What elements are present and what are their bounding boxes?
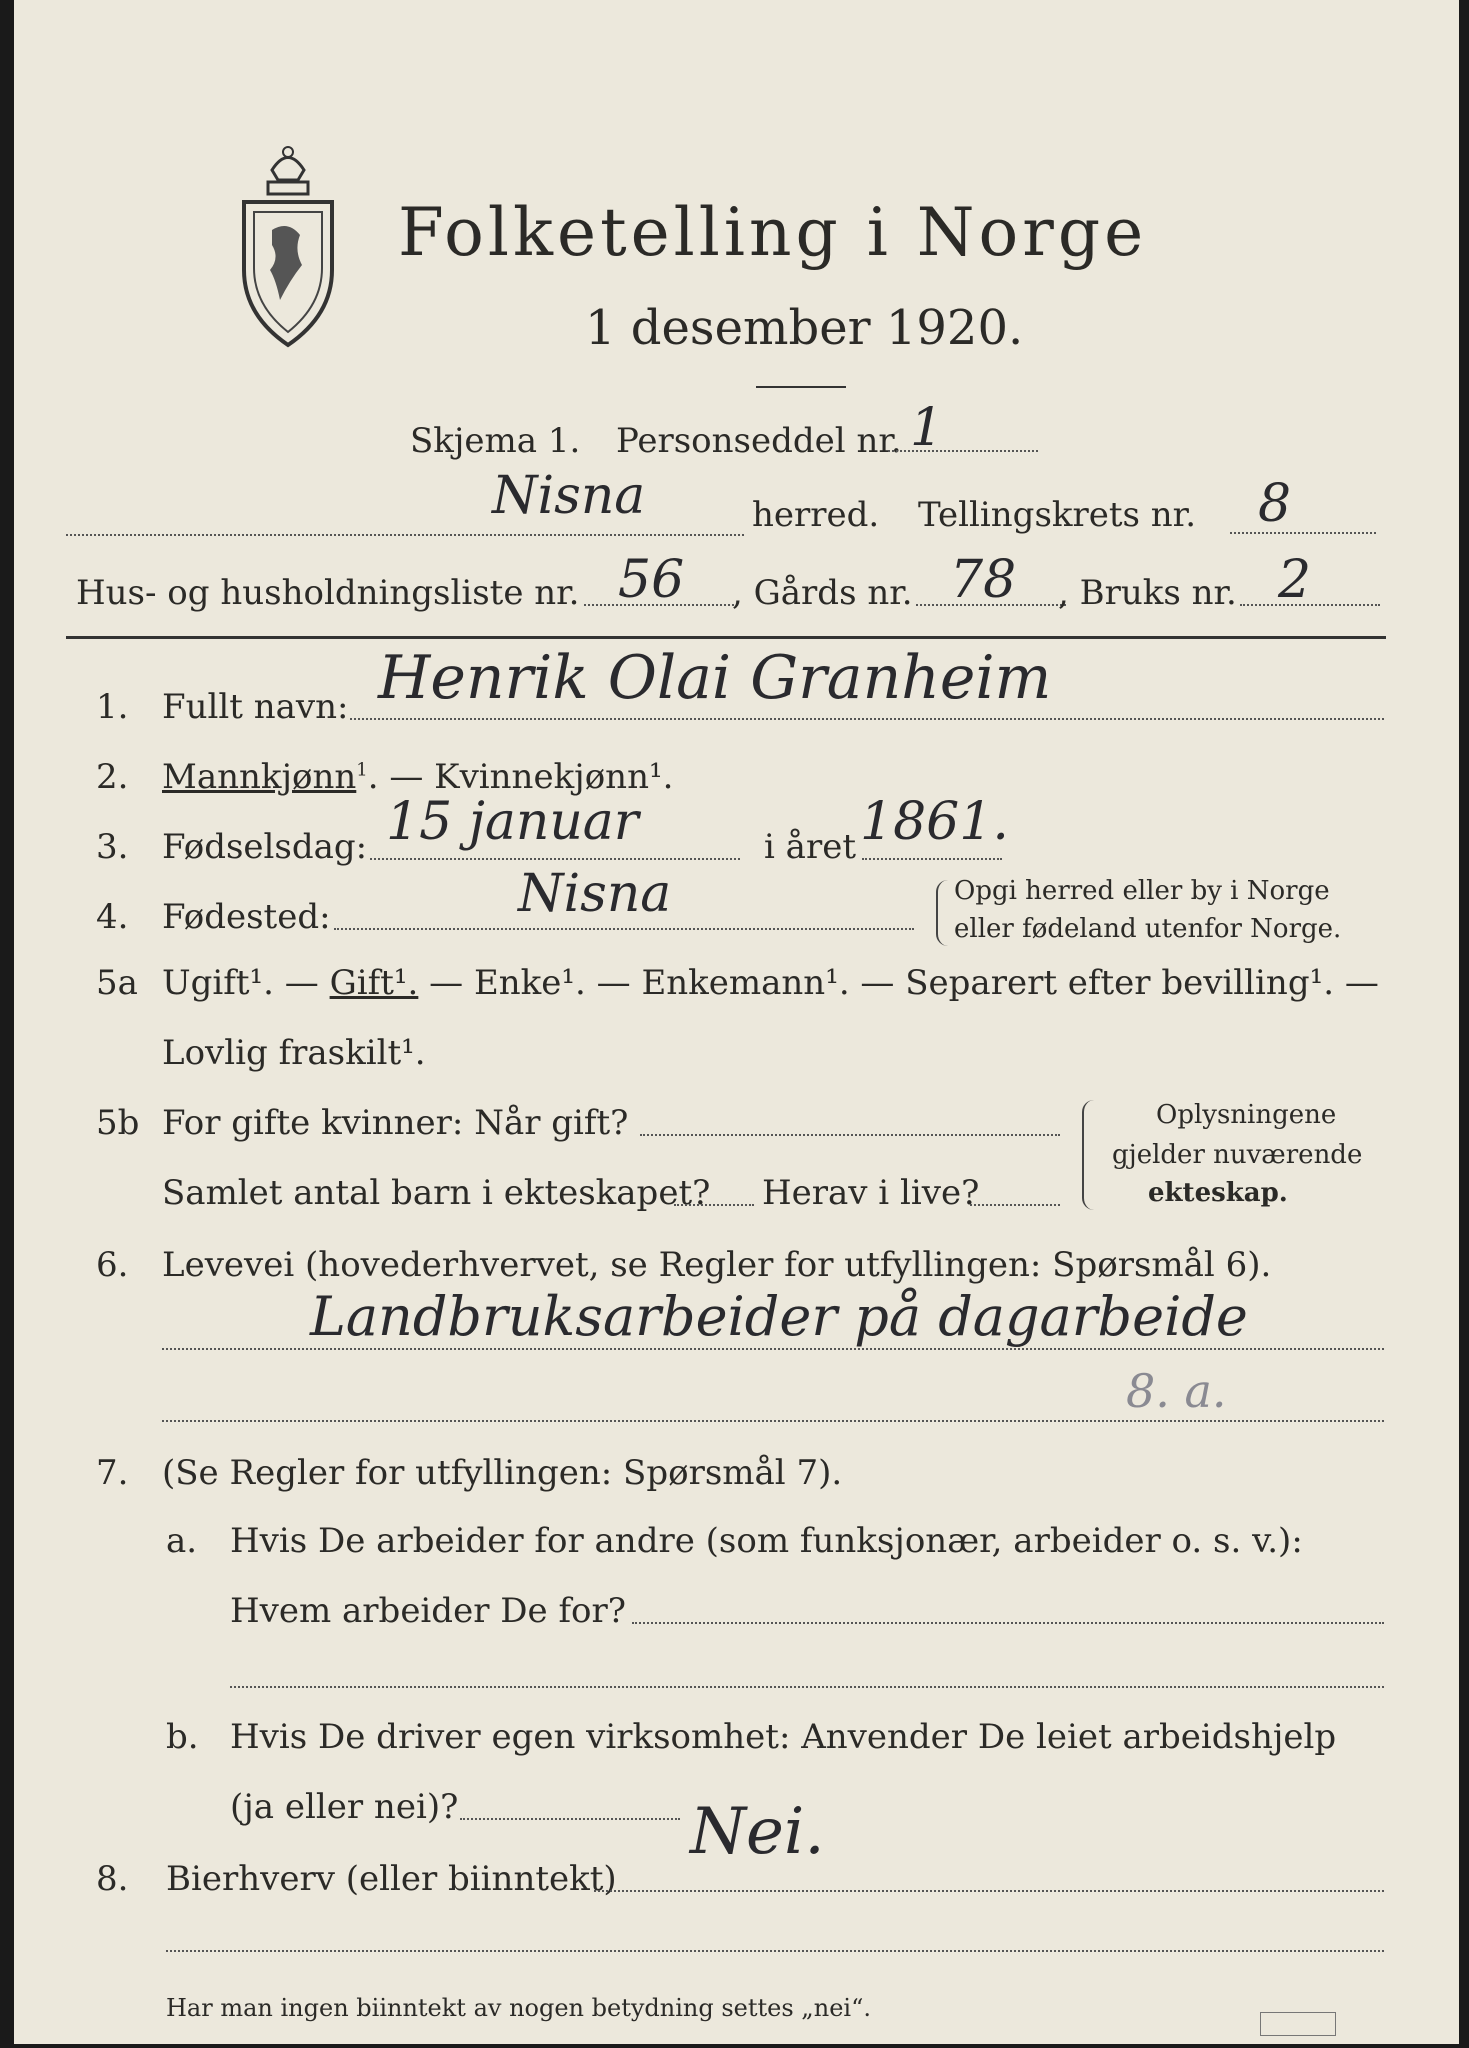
q2-options	[162, 757, 674, 797]
gards-label: , Gårds nr.	[732, 573, 913, 613]
q5b-barn-line	[674, 1204, 754, 1206]
q5b-herav-line	[970, 1204, 1060, 1206]
q7b-line	[460, 1818, 680, 1820]
census-date: 1 desember 1920.	[585, 300, 1024, 356]
herred-label: herred.	[752, 495, 880, 535]
herred-line	[66, 534, 744, 536]
form-title: Folketelling i Norge	[398, 194, 1148, 271]
q6-value: Landbruksarbeider på dagarbeide	[310, 1285, 1248, 1348]
tellingskrets-label: Tellingskrets nr.	[918, 495, 1197, 535]
q7-label: (Se Regler for utfyllingen: Spørsmål 7).	[162, 1453, 843, 1493]
personseddel-value: 1	[910, 398, 944, 458]
q7a-line-1	[632, 1622, 1384, 1624]
q5a-line-2: Lovlig fraskilt¹.	[162, 1033, 426, 1073]
q8-line	[594, 1890, 1384, 1892]
q4-label: Fødested:	[162, 897, 331, 937]
q2-rest: . — Kvinnekjønn¹.	[367, 757, 674, 797]
census-form	[14, 0, 1459, 2044]
q7-number: 7.	[96, 1453, 129, 1493]
personseddel-label: Personseddel nr.	[616, 421, 902, 461]
printer-mark	[1260, 2012, 1336, 2036]
hus-value: 56	[618, 550, 685, 610]
q5b-label-2: Samlet antal barn i ekteskapet?	[162, 1173, 711, 1213]
q7a-line-2	[230, 1686, 1384, 1688]
q5b-bracket	[1082, 1100, 1094, 1210]
q7b-label: Hvis De driver egen virksomhet: Anvender De leiet arbeidshjelp	[230, 1717, 1337, 1757]
tellingskrets-value: 8	[1258, 474, 1292, 534]
q3-year-label: i året	[764, 827, 856, 867]
bruks-value: 2	[1278, 550, 1312, 610]
q3-line	[370, 858, 740, 860]
q7b-letter: b.	[166, 1717, 199, 1757]
q5b-note-2: gjelder nuværende	[1112, 1140, 1363, 1170]
q2-mann-option: Mannkjønn	[162, 757, 357, 797]
q5b-note-3: ekteskap.	[1148, 1178, 1288, 1208]
q3-year-line	[862, 858, 1002, 860]
q1-label: Fullt navn:	[162, 687, 349, 727]
q6-number: 6.	[96, 1245, 129, 1285]
gards-value: 78	[950, 550, 1017, 610]
q5a-rest: — Enke¹. — Enkemann¹. — Separert efter bevilling¹. —	[429, 963, 1379, 1003]
q5b-number: 5b	[96, 1103, 140, 1143]
divider	[756, 386, 846, 388]
q7a-label-2: Hvem arbeider De for?	[230, 1591, 626, 1631]
q6-label: Levevei (hovederhvervet, se Regler for utfyllingen: Spørsmål 6).	[162, 1245, 1272, 1285]
q5a-ugift: Ugift¹. —	[162, 963, 319, 1003]
q4-note-2: eller fødeland utenfor Norge.	[954, 914, 1342, 944]
q4-note-1: Opgi herred eller by i Norge	[954, 876, 1330, 906]
q5a-number: 5a	[96, 963, 138, 1003]
q3-label: Fødselsdag:	[162, 827, 368, 867]
q2-mann-sup: 1	[356, 759, 368, 781]
q3-value: 15 januar	[386, 792, 639, 852]
herred-value: Nisna	[492, 466, 646, 526]
skjema-label: Skjema 1.	[410, 421, 581, 461]
footer-note: Har man ingen biinntekt av nogen betydning settes „nei“.	[166, 1994, 871, 2022]
tellingskrets-line	[1230, 532, 1376, 534]
q4-line	[334, 928, 914, 930]
q5a-options	[162, 963, 1379, 1003]
coat-of-arms-icon	[232, 140, 344, 350]
bruks-label: , Bruks nr.	[1058, 573, 1237, 613]
q5b-label: For gifte kvinner: Når gift?	[162, 1103, 629, 1143]
q2-number: 2.	[96, 757, 129, 797]
q1-line	[350, 718, 1384, 720]
q6-line-2	[162, 1420, 1384, 1422]
q6-code: 8. a.	[1126, 1364, 1227, 1418]
q3-year-value: 1861.	[860, 792, 1009, 852]
q7b-label-2: (ja eller nei)?	[230, 1787, 459, 1827]
q5a-gift-option: Gift¹.	[329, 963, 419, 1003]
q7a-letter: a.	[166, 1521, 198, 1561]
q4-bracket	[936, 880, 948, 946]
q1-number: 1.	[96, 687, 129, 727]
q5b-gift-line	[640, 1134, 1060, 1136]
q8-label: Bierhverv (eller biinntekt)	[166, 1859, 617, 1899]
q5b-note-1: Oplysningene	[1156, 1100, 1337, 1130]
q7a-label: Hvis De arbeider for andre (som funksjonær, arbeider o. s. v.):	[230, 1521, 1303, 1561]
q4-value: Nisna	[518, 864, 672, 924]
q5b-herav: Herav i live?	[762, 1173, 980, 1213]
hus-label: Hus- og husholdningsliste nr.	[76, 573, 580, 613]
q4-number: 4.	[96, 897, 129, 937]
q1-value: Henrik Olai Granheim	[378, 643, 1052, 713]
q8-number: 8.	[96, 1859, 129, 1899]
q8-value: Nei.	[690, 1795, 825, 1869]
header-divider	[66, 636, 1386, 639]
q6-line-1	[162, 1348, 1384, 1350]
q8-line-2	[166, 1950, 1384, 1952]
q3-number: 3.	[96, 827, 129, 867]
